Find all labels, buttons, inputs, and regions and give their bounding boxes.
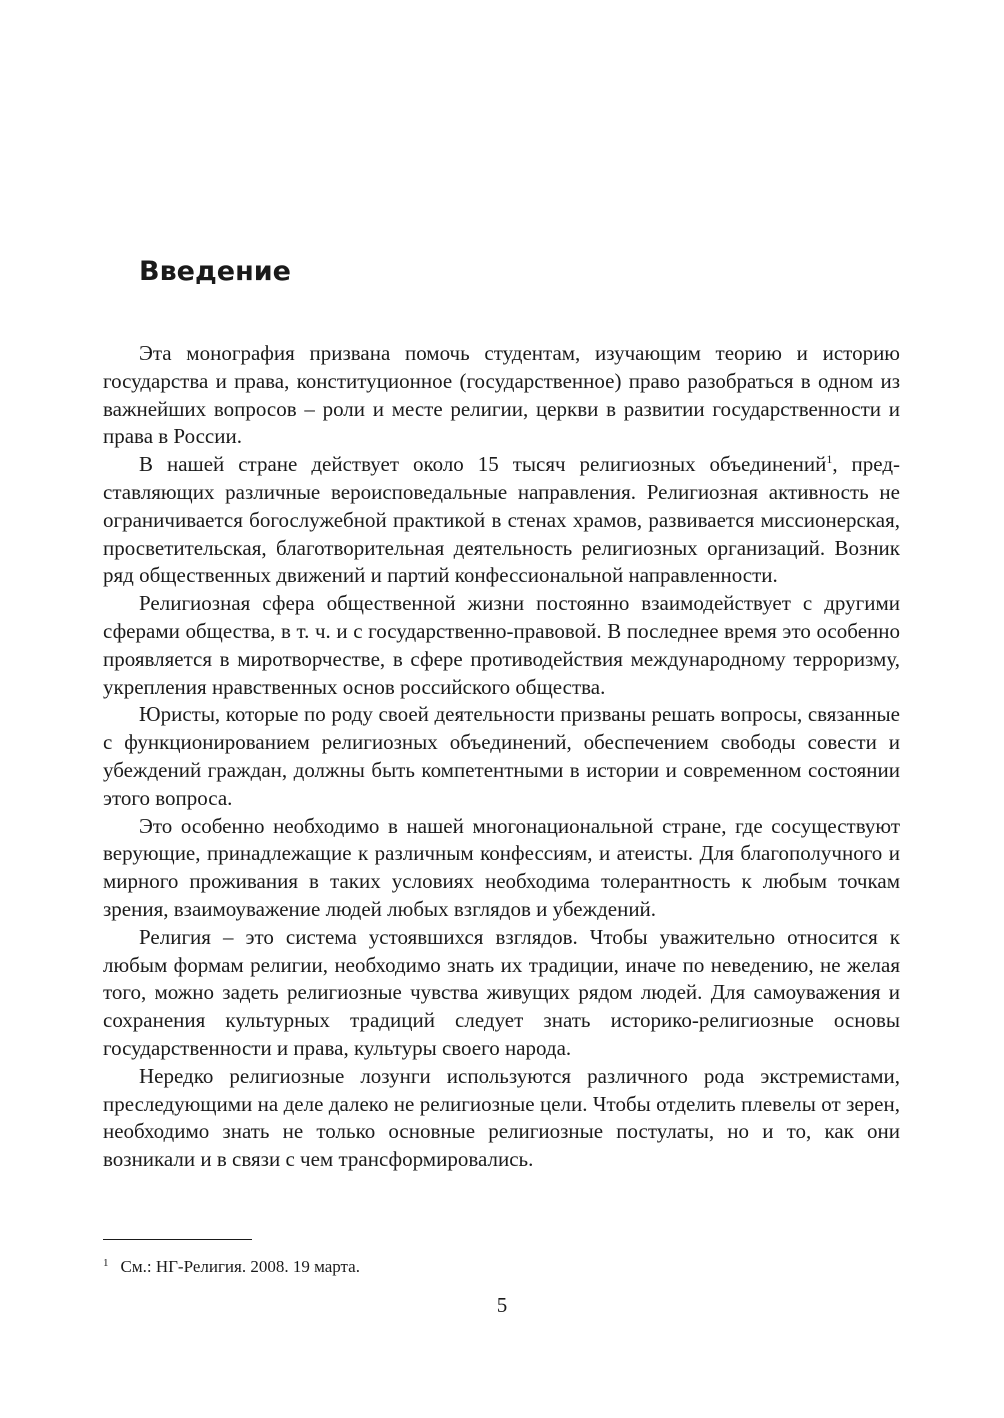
paragraph [103, 451, 900, 590]
footnote-divider [103, 1239, 252, 1240]
paragraph: Религиозная сфера общественной жизни постоянно взаимодействует с другими сферами общества, в т. ч. и с государственно-правовой. В последнее время это особенно проявляется в миротворчестве, в сфере противодействия международному терроризму, укрепления нравственных основ российского общества. [103, 591, 900, 699]
paragraph: Это особенно необходимо в нашей многонациональной стране, где сосуществуют верующие, принадлежащие к различным конфессиям, и атеисты. Для благополучного и мирного проживания в таких условиях необходима толерантность к любым точкам зрения, взаимоуважение людей любых взглядов и убеждений. [103, 813, 900, 921]
paragraph-text: , представляющих различные вероисповедальные направления. Религиозная активность не ограничивается богослужебной практикой в стенах храмов, развивается миссионерская, просветительская, благотворительная деятельность религиозных организаций. Возник ряд общественных движений и партий конфессиональной направленности. [103, 452, 900, 588]
paragraph: Юристы, которые по роду своей деятельности призваны решать вопросы, связанные с функционированием религиозных объединений, обеспечением свободы совести и убеждений граждан, должны быть компетентными в истории и современном состоянии этого вопроса. [103, 702, 900, 810]
footnote-reference[interactable]: 1 [826, 452, 833, 467]
page-number: 5 [496, 1293, 508, 1317]
page-title: Введение [139, 256, 291, 287]
footnote-number: 1 [103, 1257, 109, 1269]
body-text [103, 340, 900, 1174]
paragraph: Религия – это система устоявшихся взглядов. Чтобы уважительно относится к любым формам религии, необходимо знать их традиции, иначе по неведению, не желая того, можно задеть религиозные чувства живущих рядом людей. Для самоуважения и сохранения культурных традиций следует знать историко-религиозные основы государственности и права, культуры своего народа. [103, 924, 900, 1060]
paragraph-text: В нашей стране действует около 15 тысяч религиозных объединений [139, 452, 827, 477]
paragraph: Эта монография призвана помочь студентам, изучающим теорию и историю государства и права, конституционное (государственное) право разобраться в одном из важнейших вопросов – роли и месте религии, церкви в развитии государственности и права в России. [103, 341, 900, 449]
paragraph: Нередко религиозные лозунги используются различного рода экстремистами, преследующими на деле далеко не религиозные цели. Чтобы отделить плевелы от зерен, необходимо знать не только основные религиозные постулаты, но и то, как они возникали и в связи с чем трансформировались. [103, 1063, 900, 1172]
footnote-text: См.: НГ-Религия. 2008. 19 марта. [120, 1257, 360, 1276]
footnote [103, 1251, 360, 1279]
